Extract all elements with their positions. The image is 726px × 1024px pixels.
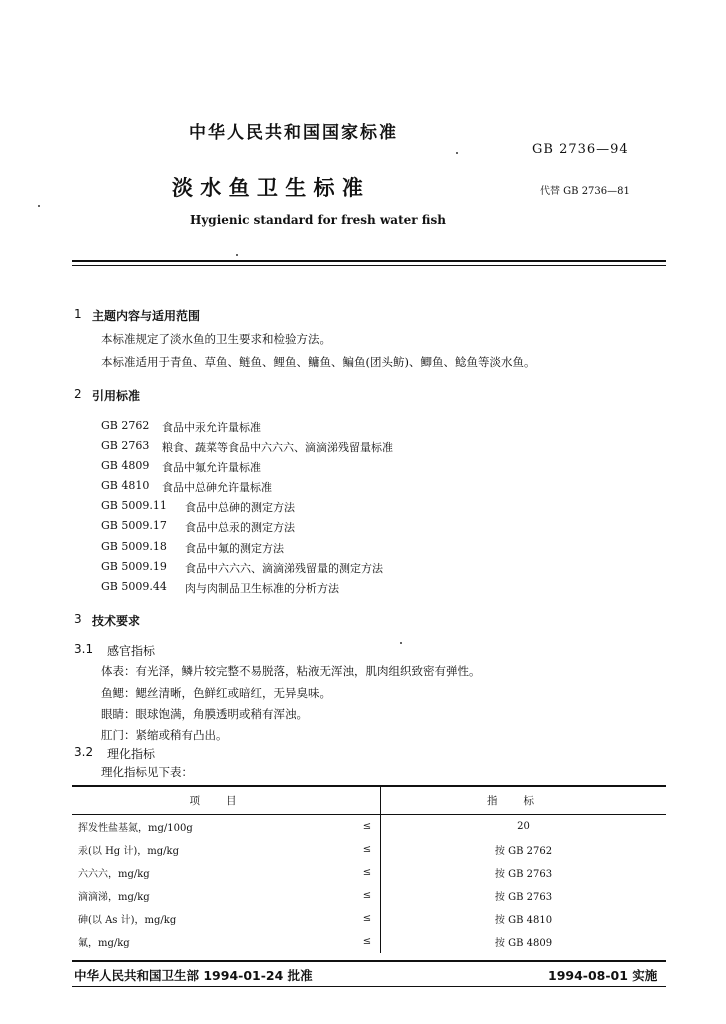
scan-speck: [38, 205, 40, 207]
sensory-line: 体表：有光泽，鳞片较完整不易脱落，粘液无浑浊，肌肉组织致密有弹性。: [101, 664, 481, 678]
ref-title: 食品中总砷允许量标准: [162, 481, 272, 494]
issuer-heading: 中华人民共和国国家标准: [189, 123, 398, 143]
scan-speck: [456, 152, 458, 154]
row-operator: ≤: [362, 890, 372, 901]
subsection-3-1-number: 3.1: [74, 642, 94, 656]
ref-title: 食品中氟的测定方法: [185, 542, 284, 555]
row-value: 20: [381, 815, 667, 839]
row-operator: ≤: [362, 936, 372, 947]
ref-code: GB 4809: [101, 459, 150, 472]
row-value: 按 GB 2762: [381, 838, 667, 861]
ref-title: 食品中总砷的测定方法: [185, 501, 295, 514]
section-3-heading: 技术要求: [92, 614, 141, 628]
footer-rule-thick: [72, 960, 666, 962]
document-title: 淡 水 鱼 卫 生 标 准: [172, 176, 363, 200]
ref-title: 粮食、蔬菜等食品中六六六、滴滴涕残留量标准: [162, 441, 393, 454]
ref-title: 肉与肉制品卫生标准的分析方法: [185, 582, 339, 595]
ref-code: GB 5009.17: [101, 519, 167, 532]
ref-title: 食品中六六六、滴滴涕残留量的测定方法: [185, 562, 383, 575]
subsection-3-2-number: 3.2: [74, 745, 94, 759]
ref-code: GB 5009.11: [101, 499, 167, 512]
ref-code: GB 2763: [101, 439, 150, 452]
row-item: 挥发性盐基氮，mg/100g: [78, 823, 193, 834]
table-row: [72, 838, 666, 861]
header-rule-thin: [72, 265, 666, 266]
sensory-line: 鱼鳃：鳃丝清晰，色鲜红或暗红，无异臭味。: [101, 686, 331, 700]
english-title: Hygienic standard for fresh water fish: [190, 213, 446, 227]
ref-title: 食品中汞允许量标准: [162, 421, 261, 434]
row-value: 按 GB 2763: [381, 861, 667, 884]
table-row: [72, 884, 666, 907]
ref-code: GB 2762: [101, 419, 150, 432]
sensory-line: 肛门：紧缩或稍有凸出。: [101, 728, 228, 742]
row-item: 汞(以 Hg 计)，mg/kg: [78, 846, 179, 857]
sensory-line: 眼睛：眼球饱满，角膜透明或稍有浑浊。: [101, 707, 308, 721]
row-item: 砷(以 As 计)，mg/kg: [78, 915, 177, 926]
ref-code: GB 5009.19: [101, 560, 167, 573]
row-value: 按 GB 4809: [381, 930, 667, 953]
table-row: [72, 930, 666, 953]
row-operator: ≤: [362, 821, 372, 832]
header-rule-thick: [72, 260, 666, 262]
row-item: 滴滴涕，mg/kg: [78, 892, 150, 903]
physicochemical-table: [72, 786, 666, 953]
subsection-3-1-heading: 感官指标: [107, 644, 156, 658]
ref-code: GB 5009.18: [101, 540, 167, 553]
section-2-heading: 引用标准: [92, 389, 141, 403]
scan-speck: [236, 254, 238, 256]
table-intro: 理化指标见下表：: [101, 765, 193, 779]
effective-date: 1994-08-01 实施: [548, 968, 658, 983]
header-item: 项目: [72, 786, 381, 815]
row-operator: ≤: [362, 844, 372, 855]
scan-speck: [400, 642, 402, 644]
row-operator: ≤: [362, 867, 372, 878]
section-1-number: 1: [74, 307, 82, 321]
ref-title: 食品中总汞的测定方法: [185, 521, 295, 534]
table-header-row: [72, 786, 666, 815]
section-1-line: 本标准适用于青鱼、草鱼、鲢鱼、鲤鱼、鳙鱼、鳊鱼(团头鲂)、鲫鱼、鲶鱼等淡水鱼。: [101, 355, 536, 369]
header-value: 指标: [381, 786, 667, 815]
row-value: 按 GB 4810: [381, 907, 667, 930]
replaces-note: 代替 GB 2736—81: [540, 186, 630, 197]
table-row: [72, 815, 666, 839]
subsection-3-2-heading: 理化指标: [107, 747, 156, 761]
row-item: 六六六，mg/kg: [78, 869, 150, 880]
row-operator: ≤: [362, 913, 372, 924]
section-3-number: 3: [74, 612, 82, 626]
section-1-heading: 主题内容与适用范围: [92, 309, 201, 323]
footer-rule-thin: [72, 986, 666, 987]
standard-number: GB 2736—94: [532, 142, 629, 157]
ref-code: GB 4810: [101, 479, 150, 492]
table-row: [72, 861, 666, 884]
section-2-number: 2: [74, 387, 82, 401]
row-item: 氟，mg/kg: [78, 938, 130, 949]
ref-title: 食品中氟允许量标准: [162, 461, 261, 474]
ref-code: GB 5009.44: [101, 580, 167, 593]
section-1-line: 本标准规定了淡水鱼的卫生要求和检验方法。: [101, 332, 331, 346]
approval-line: 中华人民共和国卫生部 1994-01-24 批准: [74, 968, 313, 983]
row-value: 按 GB 2763: [381, 884, 667, 907]
table-row: [72, 907, 666, 930]
